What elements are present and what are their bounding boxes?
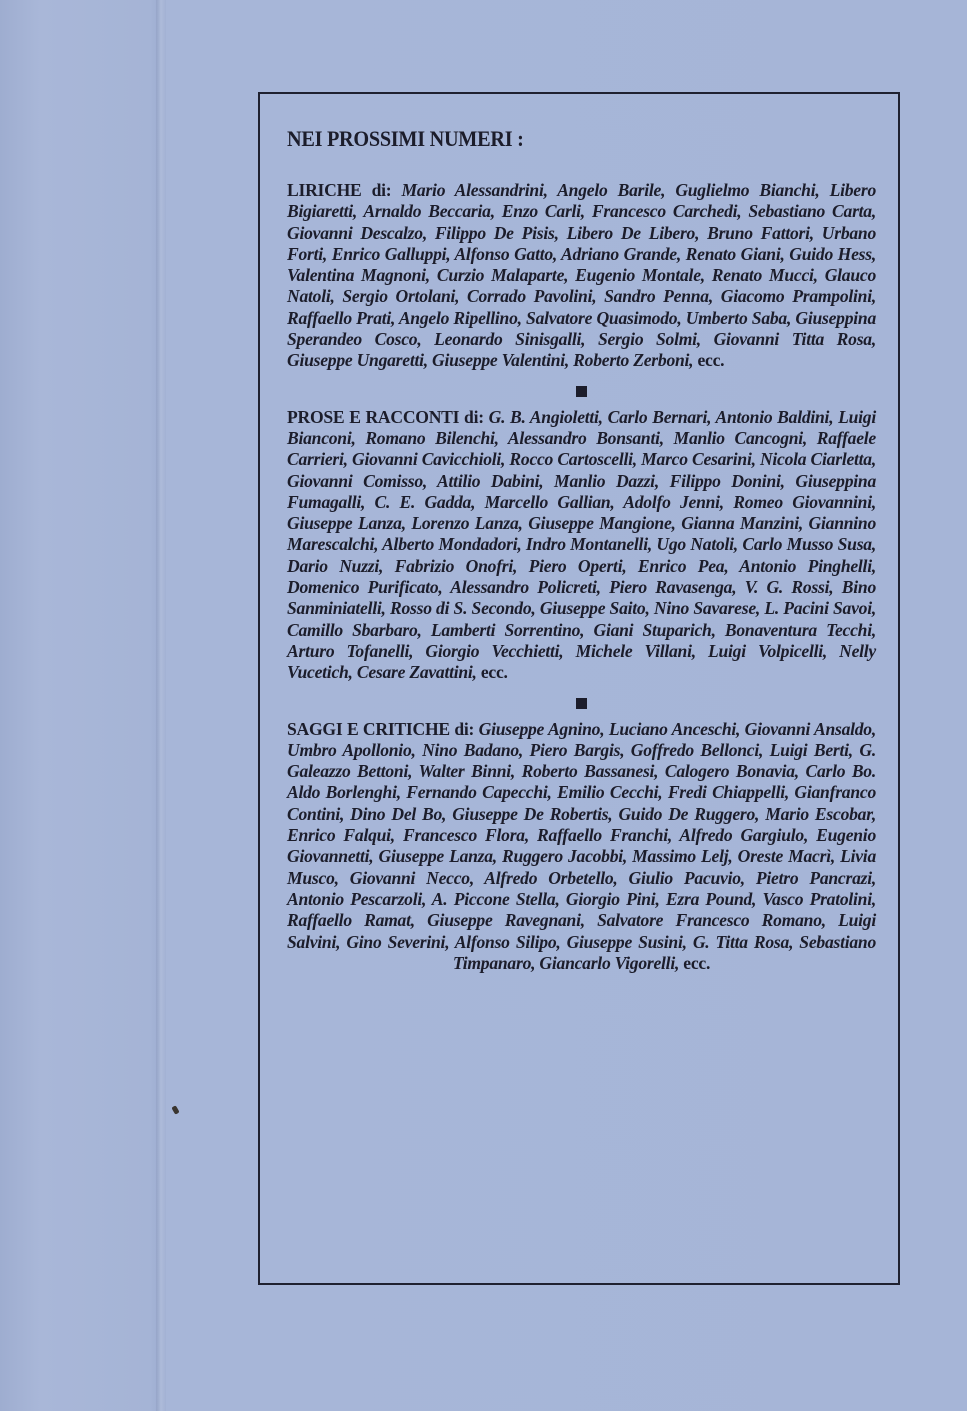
section-tail: ecc. bbox=[683, 952, 711, 973]
section-saggi bbox=[287, 719, 876, 975]
author-list: Mario Alessandrini, Angelo Barile, Guglielmo Bianchi, Libero Bigiaretti, Arnaldo Beccaria, Enzo Carli, Francesco Carchedi, Sebastiano Carta, Giovanni Descalzo, Filippo De Pisis, Libero De Libero, Bruno Fattori, Urbano Forti, Enrico Galluppi, Alfonso Gatto, Adriano Grande, Renato Giani, Guido Hess, Valentina Magnoni, Curzio Malaparte, Eugenio Montale, Renato Mucci, Glauco Natoli, Sergio Ortolani, Corrado Pavolini, Sandro Penna, Giacomo Prampolini, Raffaello Prati, Angelo Ripellino, Salvatore Quasimodo, Umberto Saba, Giuseppina Sperandeo Cosco, Leonardo Sinisgalli, Sergio Solmi, Giovanni Titta Rosa, Giuseppe Ungaretti, Giuseppe Valentini, Roberto Zerboni, bbox=[287, 180, 876, 371]
section-separator bbox=[576, 698, 587, 709]
section-liriche bbox=[287, 180, 876, 372]
section-tail: ecc. bbox=[480, 662, 508, 683]
announcement-box bbox=[258, 92, 900, 1285]
section-label: PROSE E RACCONTI di: bbox=[287, 406, 484, 427]
author-list: G. B. Angioletti, Carlo Bernari, Antonio Baldini, Luigi Bianconi, Romano Bilenchi, Alessandro Bonsanti, Manlio Cancogni, Raffaele Carrieri, Giovanni Cavicchioli, Rocco Cartoscelli, Marco Cesarini, Nicola Ciarletta, Giovanni Comisso, Attilio Dabini, Manlio Dazzi, Filippo Donini, Giuseppina Fumagalli, C. E. Gadda, Marcello Gallian, Adolfo Jenni, Romeo Giovannini, Giuseppe Lanza, Lorenzo Lanza, Giuseppe Mangione, Gianna Manzini, Giannino Marescalchi, Alberto Mondadori, Indro Montanelli, Ugo Natoli, Carlo Musso Susa, Dario Nuzzi, Fabrizio Onofri, Piero Operti, Enrico Pea, Antonio Pinghelli, Domenico Purificato, Alessandro Policreti, Piero Ravasenga, V. G. Rossi, Bino Sanminiatelli, Rosso di S. Secondo, Giuseppe Saito, Nino Savarese, L. Pacini Savoi, Camillo Sbarbaro, Lamberti Sorrentino, Giani Stuparich, Bonaventura Tecchi, Arturo Tofanelli, Giorgio Vecchietti, Michele Villani, Luigi Volpicelli, Nelly Vucetich, Cesare Zavattini, bbox=[287, 406, 876, 683]
page-title: NEI PROSSIMI NUMERI : bbox=[287, 126, 524, 151]
author-list: Giuseppe Agnino, Luciano Anceschi, Giovanni Ansaldo, Umbro Apollonio, Nino Badano, Piero Bargis, Goffredo Bellonci, Luigi Berti, G. Galeazzo Bettoni, Walter Binni, Roberto Bassanesi, Calogero Bonavia, Carlo Bo. Aldo Borlenghi, Fernando Capecchi, Emilio Cecchi, Fredi Chiappelli, Gianfranco Contini, Dino Del Bo, Giuseppe De Robertis, Guido De Ruggero, Mario Escobar, Enrico Falqui, Francesco Flora, Raffaello Franchi, Alfredo Gargiulo, Eugenio Giovannetti, Giuseppe Lanza, Ruggero Jacobbi, Massimo Lelj, Oreste Macrì, Livia Musco, Giovanni Necco, Alfredo Orbetello, Giulio Pacuvio, Pietro Pancrazi, Antonio Pescarzoli, A. Piccone Stella, Giorgio Pini, Ezra Pound, Vasco Pratolini, Raffaello Ramat, Giuseppe Ravegnani, Salvatore Francesco Romano, Luigi Salvini, Gino Severini, Alfonso Silipo, Giuseppe Susini, G. Titta Rosa, Sebastiano Timpanaro, Giancarlo Vigorelli, bbox=[287, 718, 877, 973]
page-fold bbox=[156, 0, 166, 1411]
section-prose bbox=[287, 407, 876, 684]
section-tail: ecc. bbox=[697, 350, 725, 371]
section-separator bbox=[576, 386, 587, 397]
section-label: SAGGI E CRITICHE di: bbox=[287, 718, 475, 739]
section-label: LIRICHE di: bbox=[287, 180, 392, 200]
